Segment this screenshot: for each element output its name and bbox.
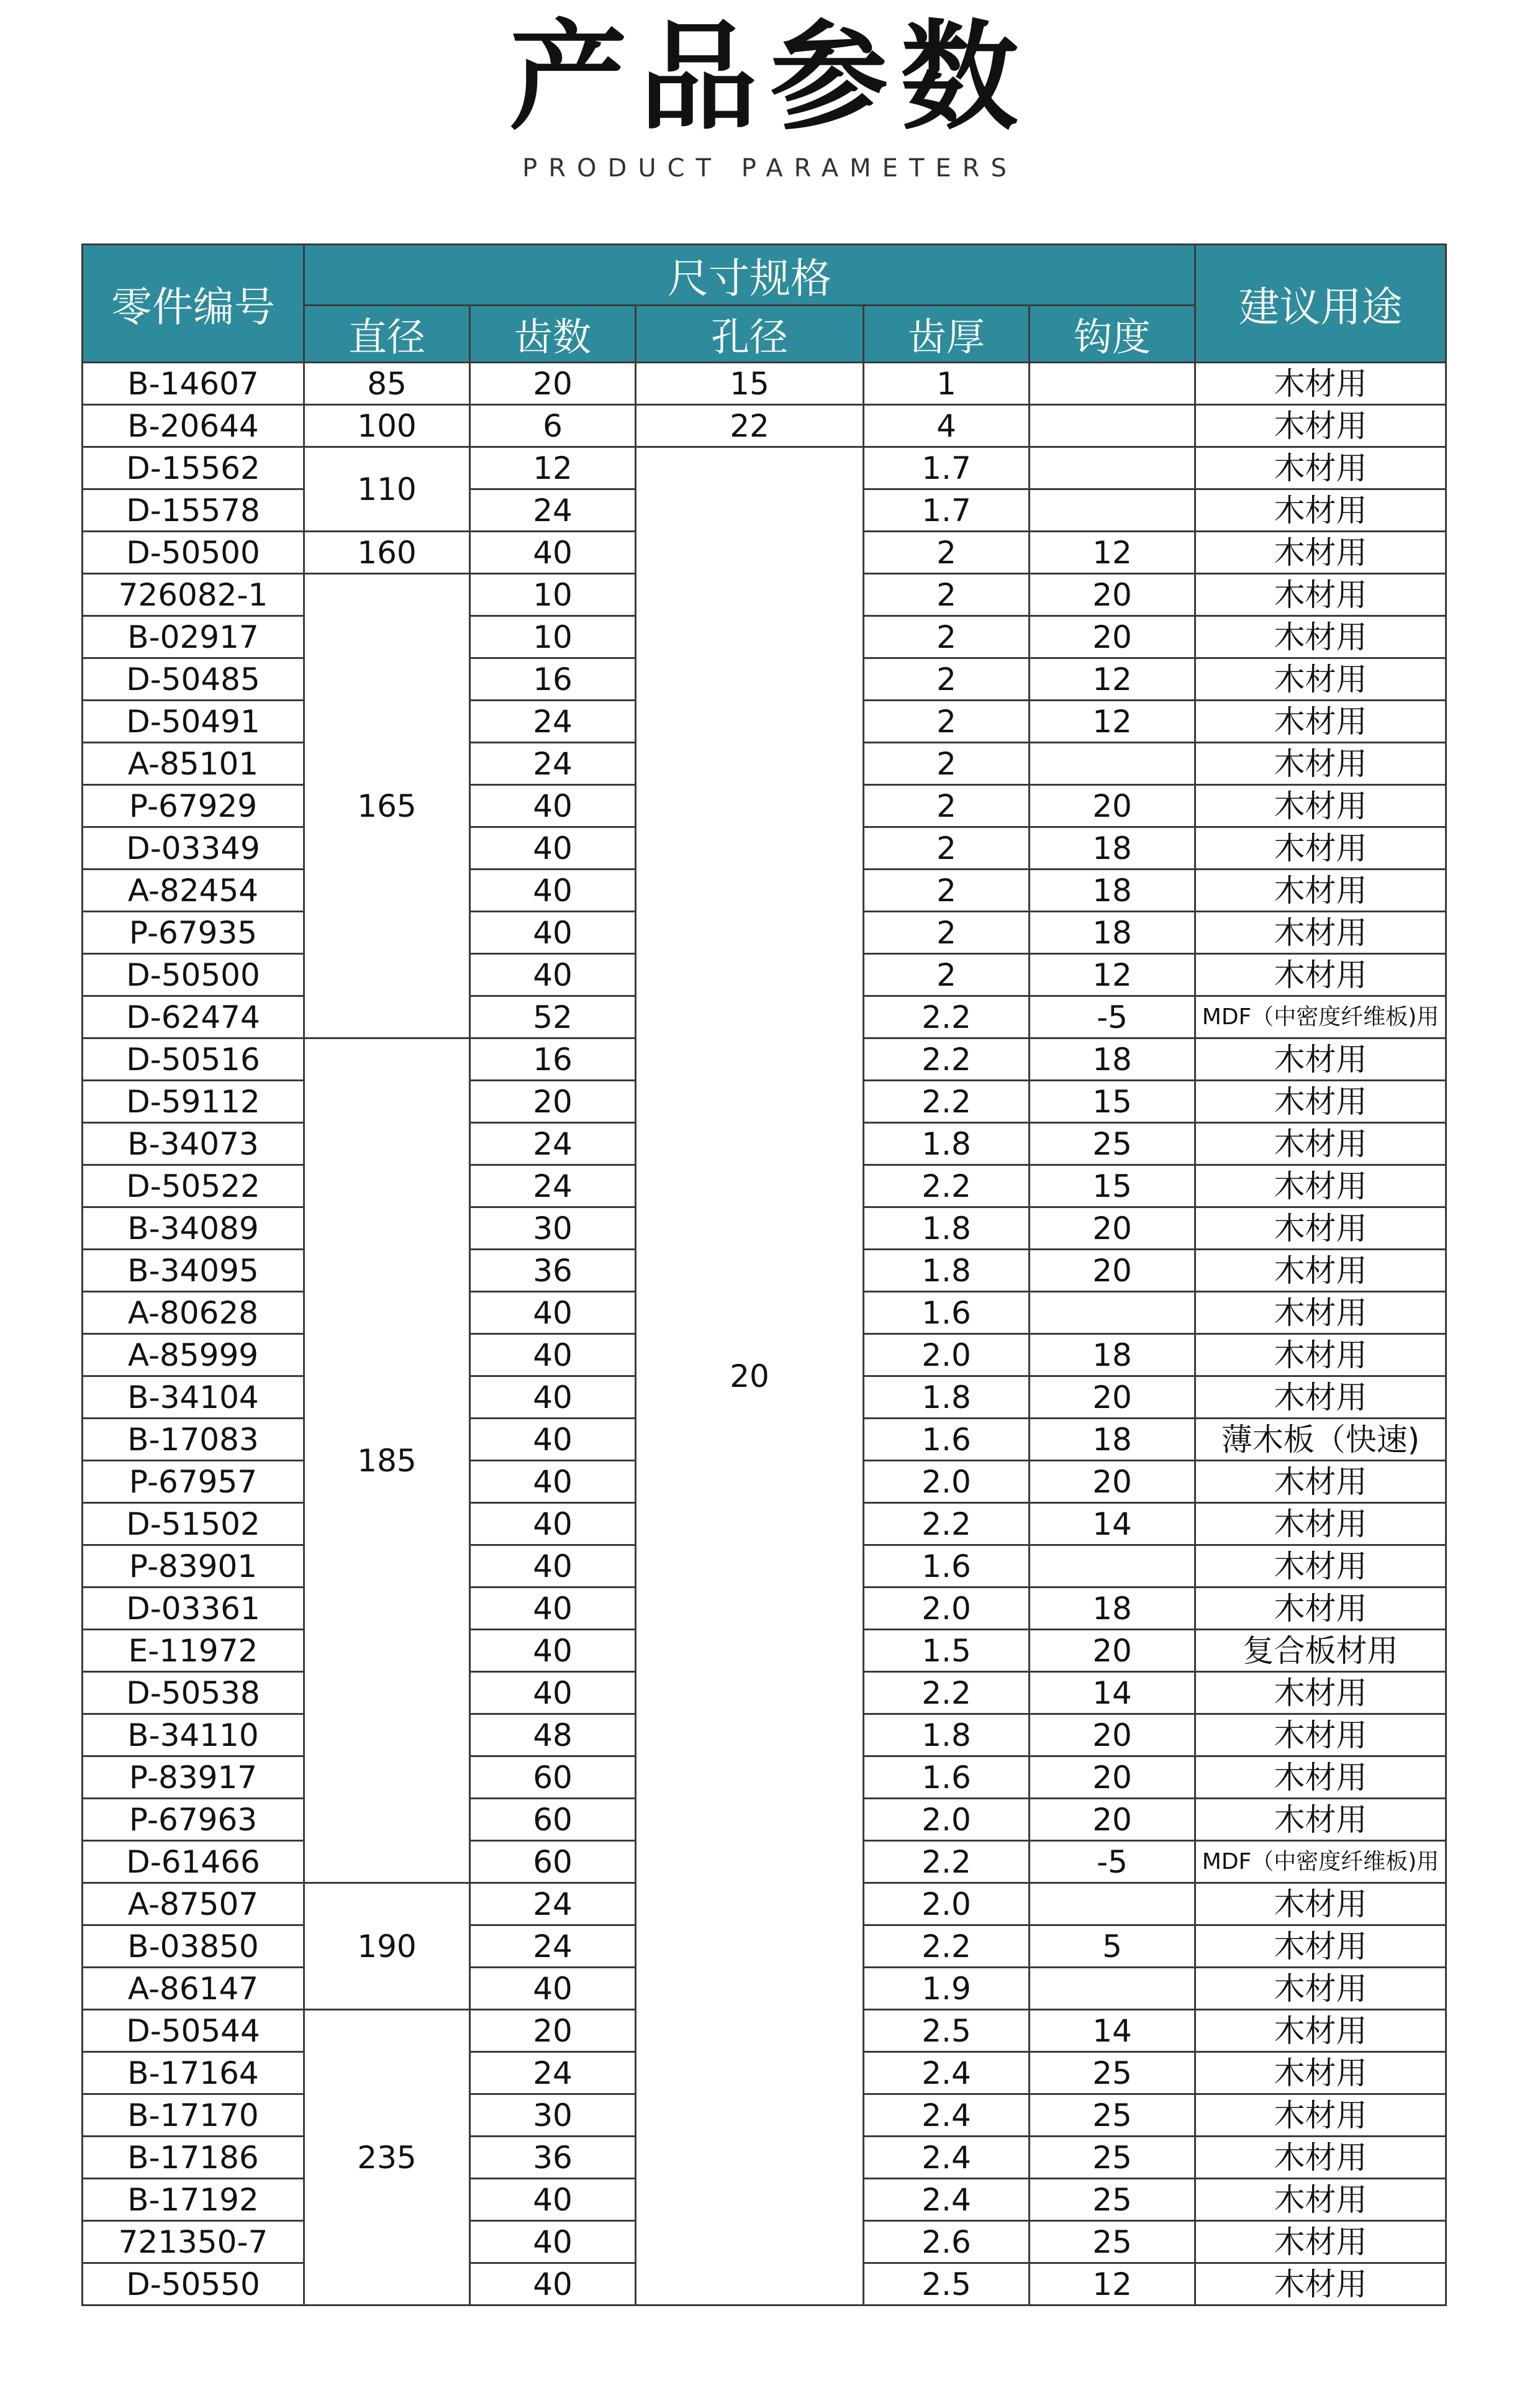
hook-angle-cell: -5 bbox=[1030, 1841, 1195, 1883]
teeth-cell: 16 bbox=[470, 1038, 636, 1081]
usage-cell: MDF（中密度纤维板)用 bbox=[1195, 996, 1446, 1038]
tooth-thickness-cell: 1.6 bbox=[864, 1292, 1030, 1334]
hook-angle-cell: -5 bbox=[1030, 996, 1195, 1038]
table-row bbox=[83, 405, 1446, 447]
usage-cell: 木材用 bbox=[1195, 447, 1446, 489]
teeth-cell: 40 bbox=[470, 912, 636, 954]
teeth-cell: 40 bbox=[470, 1503, 636, 1545]
part-no-cell: B-02917 bbox=[83, 616, 304, 658]
tooth-thickness-cell: 2 bbox=[864, 616, 1030, 658]
usage-cell: 木材用 bbox=[1195, 1968, 1446, 2010]
usage-cell: 木材用 bbox=[1195, 2010, 1446, 2052]
part-no-cell: P-83901 bbox=[83, 1545, 304, 1588]
usage-cell: 木材用 bbox=[1195, 2094, 1446, 2137]
hook-angle-cell: 25 bbox=[1030, 1123, 1195, 1165]
hook-angle-cell: 15 bbox=[1030, 1165, 1195, 1207]
tooth-thickness-cell: 1.8 bbox=[864, 1376, 1030, 1419]
header-usage: 建议用途 bbox=[1195, 245, 1446, 363]
usage-cell: 木材用 bbox=[1195, 1883, 1446, 1925]
teeth-cell: 40 bbox=[470, 1630, 636, 1672]
usage-cell: 木材用 bbox=[1195, 1545, 1446, 1588]
hook-angle-cell bbox=[1030, 743, 1195, 785]
tooth-thickness-cell: 2.0 bbox=[864, 1588, 1030, 1630]
hook-angle-cell: 18 bbox=[1030, 1038, 1195, 1081]
tooth-thickness-cell: 2.2 bbox=[864, 1038, 1030, 1081]
part-no-cell: B-34104 bbox=[83, 1376, 304, 1419]
tooth-thickness-cell: 2.4 bbox=[864, 2179, 1030, 2221]
tooth-thickness-cell: 2.4 bbox=[864, 2094, 1030, 2137]
bore-cell: 20 bbox=[636, 447, 864, 2306]
diameter-cell: 165 bbox=[304, 574, 470, 1038]
hook-angle-cell: 25 bbox=[1030, 2221, 1195, 2263]
hook-angle-cell bbox=[1030, 1545, 1195, 1588]
teeth-cell: 40 bbox=[470, 1292, 636, 1334]
teeth-cell: 20 bbox=[470, 1081, 636, 1123]
teeth-cell: 12 bbox=[470, 447, 636, 489]
teeth-cell: 6 bbox=[470, 405, 636, 447]
table-row bbox=[83, 363, 1446, 405]
hook-angle-cell: 20 bbox=[1030, 574, 1195, 616]
teeth-cell: 10 bbox=[470, 616, 636, 658]
header-part-no: 零件编号 bbox=[83, 245, 304, 363]
hook-angle-cell: 20 bbox=[1030, 1376, 1195, 1419]
usage-cell: 木材用 bbox=[1195, 1672, 1446, 1714]
part-no-cell: D-03349 bbox=[83, 827, 304, 870]
usage-cell: 木材用 bbox=[1195, 2179, 1446, 2221]
tooth-thickness-cell: 2 bbox=[864, 574, 1030, 616]
hook-angle-cell bbox=[1030, 489, 1195, 532]
header-tooth-thickness: 齿厚 bbox=[864, 306, 1030, 363]
teeth-cell: 24 bbox=[470, 1925, 636, 1968]
tooth-thickness-cell: 2.2 bbox=[864, 1081, 1030, 1123]
hook-angle-cell: 14 bbox=[1030, 1503, 1195, 1545]
teeth-cell: 10 bbox=[470, 574, 636, 616]
hook-angle-cell: 14 bbox=[1030, 2010, 1195, 2052]
part-no-cell: D-03361 bbox=[83, 1588, 304, 1630]
tooth-thickness-cell: 2.2 bbox=[864, 996, 1030, 1038]
tooth-thickness-cell: 2 bbox=[864, 954, 1030, 996]
usage-cell: 木材用 bbox=[1195, 1376, 1446, 1419]
hook-angle-cell: 18 bbox=[1030, 827, 1195, 870]
hook-angle-cell: 14 bbox=[1030, 1672, 1195, 1714]
tooth-thickness-cell: 1.8 bbox=[864, 1123, 1030, 1165]
usage-cell: 木材用 bbox=[1195, 1588, 1446, 1630]
tooth-thickness-cell: 1 bbox=[864, 363, 1030, 405]
diameter-cell: 85 bbox=[304, 363, 470, 405]
teeth-cell: 40 bbox=[470, 827, 636, 870]
teeth-cell: 52 bbox=[470, 996, 636, 1038]
teeth-cell: 40 bbox=[470, 532, 636, 574]
tooth-thickness-cell: 1.6 bbox=[864, 1545, 1030, 1588]
usage-cell: 木材用 bbox=[1195, 616, 1446, 658]
hook-angle-cell: 20 bbox=[1030, 1714, 1195, 1756]
part-no-cell: P-67963 bbox=[83, 1799, 304, 1841]
teeth-cell: 24 bbox=[470, 2052, 636, 2094]
teeth-cell: 60 bbox=[470, 1756, 636, 1799]
part-no-cell: P-67929 bbox=[83, 785, 304, 827]
product-parameters-table bbox=[81, 243, 1447, 2306]
diameter-cell: 235 bbox=[304, 2010, 470, 2306]
header-bore: 孔径 bbox=[636, 306, 864, 363]
hook-angle-cell: 18 bbox=[1030, 1588, 1195, 1630]
usage-cell: 木材用 bbox=[1195, 1038, 1446, 1081]
hook-angle-cell: 18 bbox=[1030, 1334, 1195, 1376]
usage-cell: 木材用 bbox=[1195, 1250, 1446, 1292]
tooth-thickness-cell: 2.2 bbox=[864, 1503, 1030, 1545]
tooth-thickness-cell: 1.8 bbox=[864, 1714, 1030, 1756]
teeth-cell: 20 bbox=[470, 2010, 636, 2052]
tooth-thickness-cell: 2 bbox=[864, 532, 1030, 574]
usage-cell: 木材用 bbox=[1195, 1334, 1446, 1376]
header-size-spec: 尺寸规格 bbox=[304, 245, 1195, 306]
part-no-cell: A-82454 bbox=[83, 870, 304, 912]
hook-angle-cell: 25 bbox=[1030, 2094, 1195, 2137]
teeth-cell: 40 bbox=[470, 2221, 636, 2263]
part-no-cell: B-34089 bbox=[83, 1207, 304, 1250]
part-no-cell: B-17083 bbox=[83, 1419, 304, 1461]
hook-angle-cell: 25 bbox=[1030, 2137, 1195, 2179]
usage-cell: 薄木板（快速) bbox=[1195, 1419, 1446, 1461]
hook-angle-cell bbox=[1030, 447, 1195, 489]
part-no-cell: E-11972 bbox=[83, 1630, 304, 1672]
tooth-thickness-cell: 1.8 bbox=[864, 1207, 1030, 1250]
teeth-cell: 36 bbox=[470, 1250, 636, 1292]
usage-cell: 木材用 bbox=[1195, 1165, 1446, 1207]
tooth-thickness-cell: 2.4 bbox=[864, 2137, 1030, 2179]
hook-angle-cell: 5 bbox=[1030, 1925, 1195, 1968]
teeth-cell: 40 bbox=[470, 1588, 636, 1630]
hook-angle-cell bbox=[1030, 363, 1195, 405]
usage-cell: 木材用 bbox=[1195, 1714, 1446, 1756]
teeth-cell: 36 bbox=[470, 2137, 636, 2179]
tooth-thickness-cell: 2 bbox=[864, 701, 1030, 743]
hook-angle-cell: 12 bbox=[1030, 954, 1195, 996]
part-no-cell: D-50491 bbox=[83, 701, 304, 743]
usage-cell: 木材用 bbox=[1195, 489, 1446, 532]
bore-cell: 22 bbox=[636, 405, 864, 447]
usage-cell: 木材用 bbox=[1195, 743, 1446, 785]
part-no-cell: A-80628 bbox=[83, 1292, 304, 1334]
tooth-thickness-cell: 4 bbox=[864, 405, 1030, 447]
part-no-cell: B-34110 bbox=[83, 1714, 304, 1756]
usage-cell: 木材用 bbox=[1195, 1461, 1446, 1503]
tooth-thickness-cell: 2.0 bbox=[864, 1799, 1030, 1841]
part-no-cell: D-50544 bbox=[83, 2010, 304, 2052]
part-no-cell: D-62474 bbox=[83, 996, 304, 1038]
header-teeth: 齿数 bbox=[470, 306, 636, 363]
usage-cell: 木材用 bbox=[1195, 1756, 1446, 1799]
part-no-cell: D-50500 bbox=[83, 954, 304, 996]
tooth-thickness-cell: 1.9 bbox=[864, 1968, 1030, 2010]
teeth-cell: 40 bbox=[470, 1419, 636, 1461]
part-no-cell: B-17192 bbox=[83, 2179, 304, 2221]
tooth-thickness-cell: 2 bbox=[864, 785, 1030, 827]
teeth-cell: 40 bbox=[470, 1461, 636, 1503]
teeth-cell: 40 bbox=[470, 785, 636, 827]
tooth-thickness-cell: 2.2 bbox=[864, 1925, 1030, 1968]
diameter-cell: 185 bbox=[304, 1038, 470, 1883]
teeth-cell: 30 bbox=[470, 2094, 636, 2137]
teeth-cell: 60 bbox=[470, 1799, 636, 1841]
part-no-cell: D-59112 bbox=[83, 1081, 304, 1123]
tooth-thickness-cell: 2.2 bbox=[864, 1672, 1030, 1714]
tooth-thickness-cell: 2.6 bbox=[864, 2221, 1030, 2263]
teeth-cell: 24 bbox=[470, 1883, 636, 1925]
hook-angle-cell bbox=[1030, 1968, 1195, 2010]
usage-cell: 木材用 bbox=[1195, 532, 1446, 574]
usage-cell: 木材用 bbox=[1195, 1799, 1446, 1841]
part-no-cell: B-17186 bbox=[83, 2137, 304, 2179]
tooth-thickness-cell: 2.2 bbox=[864, 1165, 1030, 1207]
diameter-cell: 190 bbox=[304, 1883, 470, 2010]
hook-angle-cell: 12 bbox=[1030, 2263, 1195, 2306]
hook-angle-cell: 20 bbox=[1030, 1207, 1195, 1250]
part-no-cell: B-20644 bbox=[83, 405, 304, 447]
teeth-cell: 20 bbox=[470, 363, 636, 405]
part-no-cell: B-03850 bbox=[83, 1925, 304, 1968]
tooth-thickness-cell: 1.6 bbox=[864, 1756, 1030, 1799]
usage-cell: 木材用 bbox=[1195, 827, 1446, 870]
usage-cell: 木材用 bbox=[1195, 363, 1446, 405]
usage-cell: 木材用 bbox=[1195, 2221, 1446, 2263]
teeth-cell: 60 bbox=[470, 1841, 636, 1883]
usage-cell: 复合板材用 bbox=[1195, 1630, 1446, 1672]
tooth-thickness-cell: 2.0 bbox=[864, 1461, 1030, 1503]
diameter-cell: 160 bbox=[304, 532, 470, 574]
usage-cell: 木材用 bbox=[1195, 2052, 1446, 2094]
teeth-cell: 40 bbox=[470, 2179, 636, 2221]
tooth-thickness-cell: 2.2 bbox=[864, 1841, 1030, 1883]
tooth-thickness-cell: 2 bbox=[864, 870, 1030, 912]
tooth-thickness-cell: 2.0 bbox=[864, 1334, 1030, 1376]
teeth-cell: 40 bbox=[470, 1545, 636, 1588]
part-no-cell: 721350-7 bbox=[83, 2221, 304, 2263]
usage-cell: 木材用 bbox=[1195, 954, 1446, 996]
hook-angle-cell: 20 bbox=[1030, 616, 1195, 658]
tooth-thickness-cell: 1.7 bbox=[864, 489, 1030, 532]
teeth-cell: 40 bbox=[470, 1334, 636, 1376]
part-no-cell: D-15578 bbox=[83, 489, 304, 532]
tooth-thickness-cell: 2.5 bbox=[864, 2263, 1030, 2306]
part-no-cell: D-50550 bbox=[83, 2263, 304, 2306]
table-row bbox=[83, 447, 1446, 489]
tooth-thickness-cell: 1.7 bbox=[864, 447, 1030, 489]
tooth-thickness-cell: 2 bbox=[864, 743, 1030, 785]
header-hook-angle: 钩度 bbox=[1030, 306, 1195, 363]
header-diameter: 直径 bbox=[304, 306, 470, 363]
hook-angle-cell: 18 bbox=[1030, 912, 1195, 954]
hook-angle-cell: 20 bbox=[1030, 1250, 1195, 1292]
hook-angle-cell: 20 bbox=[1030, 785, 1195, 827]
tooth-thickness-cell: 2.5 bbox=[864, 2010, 1030, 2052]
teeth-cell: 40 bbox=[470, 1968, 636, 2010]
part-no-cell: B-17170 bbox=[83, 2094, 304, 2137]
usage-cell: 木材用 bbox=[1195, 658, 1446, 701]
part-no-cell: P-67935 bbox=[83, 912, 304, 954]
tooth-thickness-cell: 2.4 bbox=[864, 2052, 1030, 2094]
diameter-cell: 100 bbox=[304, 405, 470, 447]
hook-angle-cell: 20 bbox=[1030, 1630, 1195, 1672]
teeth-cell: 24 bbox=[470, 1165, 636, 1207]
teeth-cell: 40 bbox=[470, 870, 636, 912]
part-no-cell: D-50538 bbox=[83, 1672, 304, 1714]
usage-cell: 木材用 bbox=[1195, 405, 1446, 447]
teeth-cell: 40 bbox=[470, 1672, 636, 1714]
usage-cell: 木材用 bbox=[1195, 870, 1446, 912]
usage-cell: 木材用 bbox=[1195, 574, 1446, 616]
part-no-cell: D-50485 bbox=[83, 658, 304, 701]
part-no-cell: B-14607 bbox=[83, 363, 304, 405]
hook-angle-cell: 20 bbox=[1030, 1461, 1195, 1503]
usage-cell: 木材用 bbox=[1195, 701, 1446, 743]
part-no-cell: P-67957 bbox=[83, 1461, 304, 1503]
teeth-cell: 40 bbox=[470, 1376, 636, 1419]
teeth-cell: 40 bbox=[470, 954, 636, 996]
usage-cell: 木材用 bbox=[1195, 1503, 1446, 1545]
teeth-cell: 16 bbox=[470, 658, 636, 701]
hook-angle-cell bbox=[1030, 405, 1195, 447]
tooth-thickness-cell: 2 bbox=[864, 658, 1030, 701]
part-no-cell: B-17164 bbox=[83, 2052, 304, 2094]
teeth-cell: 40 bbox=[470, 2263, 636, 2306]
part-no-cell: D-51502 bbox=[83, 1503, 304, 1545]
part-no-cell: P-83917 bbox=[83, 1756, 304, 1799]
hook-angle-cell: 12 bbox=[1030, 658, 1195, 701]
hook-angle-cell bbox=[1030, 1883, 1195, 1925]
hook-angle-cell: 15 bbox=[1030, 1081, 1195, 1123]
usage-cell: 木材用 bbox=[1195, 1123, 1446, 1165]
tooth-thickness-cell: 1.8 bbox=[864, 1250, 1030, 1292]
usage-cell: 木材用 bbox=[1195, 912, 1446, 954]
usage-cell: 木材用 bbox=[1195, 1292, 1446, 1334]
part-no-cell: A-86147 bbox=[83, 1968, 304, 2010]
hook-angle-cell: 25 bbox=[1030, 2179, 1195, 2221]
hook-angle-cell: 18 bbox=[1030, 1419, 1195, 1461]
usage-cell: 木材用 bbox=[1195, 1925, 1446, 1968]
hook-angle-cell: 25 bbox=[1030, 2052, 1195, 2094]
teeth-cell: 24 bbox=[470, 489, 636, 532]
teeth-cell: 48 bbox=[470, 1714, 636, 1756]
tooth-thickness-cell: 1.6 bbox=[864, 1419, 1030, 1461]
usage-cell: 木材用 bbox=[1195, 2137, 1446, 2179]
teeth-cell: 24 bbox=[470, 1123, 636, 1165]
usage-cell: 木材用 bbox=[1195, 1081, 1446, 1123]
usage-cell: 木材用 bbox=[1195, 1207, 1446, 1250]
diameter-cell: 110 bbox=[304, 447, 470, 532]
part-no-cell: 726082-1 bbox=[83, 574, 304, 616]
tooth-thickness-cell: 2 bbox=[864, 912, 1030, 954]
teeth-cell: 24 bbox=[470, 743, 636, 785]
teeth-cell: 30 bbox=[470, 1207, 636, 1250]
part-no-cell: A-85999 bbox=[83, 1334, 304, 1376]
part-no-cell: D-61466 bbox=[83, 1841, 304, 1883]
part-no-cell: D-50500 bbox=[83, 532, 304, 574]
page-title: 产品参数 bbox=[509, 9, 1031, 146]
hook-angle-cell bbox=[1030, 1292, 1195, 1334]
part-no-cell: A-87507 bbox=[83, 1883, 304, 1925]
usage-cell: MDF（中密度纤维板)用 bbox=[1195, 1841, 1446, 1883]
tooth-thickness-cell: 2 bbox=[864, 827, 1030, 870]
part-no-cell: B-34073 bbox=[83, 1123, 304, 1165]
page-subtitle: PRODUCT PARAMETERS bbox=[522, 154, 1018, 183]
tooth-thickness-cell: 2.0 bbox=[864, 1883, 1030, 1925]
usage-cell: 木材用 bbox=[1195, 2263, 1446, 2306]
bore-cell: 15 bbox=[636, 363, 864, 405]
part-no-cell: D-15562 bbox=[83, 447, 304, 489]
usage-cell: 木材用 bbox=[1195, 785, 1446, 827]
hook-angle-cell: 20 bbox=[1030, 1799, 1195, 1841]
part-no-cell: A-85101 bbox=[83, 743, 304, 785]
part-no-cell: D-50522 bbox=[83, 1165, 304, 1207]
part-no-cell: D-50516 bbox=[83, 1038, 304, 1081]
hook-angle-cell: 12 bbox=[1030, 532, 1195, 574]
hook-angle-cell: 20 bbox=[1030, 1756, 1195, 1799]
hook-angle-cell: 12 bbox=[1030, 701, 1195, 743]
teeth-cell: 24 bbox=[470, 701, 636, 743]
tooth-thickness-cell: 1.5 bbox=[864, 1630, 1030, 1672]
part-no-cell: B-34095 bbox=[83, 1250, 304, 1292]
hook-angle-cell: 18 bbox=[1030, 870, 1195, 912]
